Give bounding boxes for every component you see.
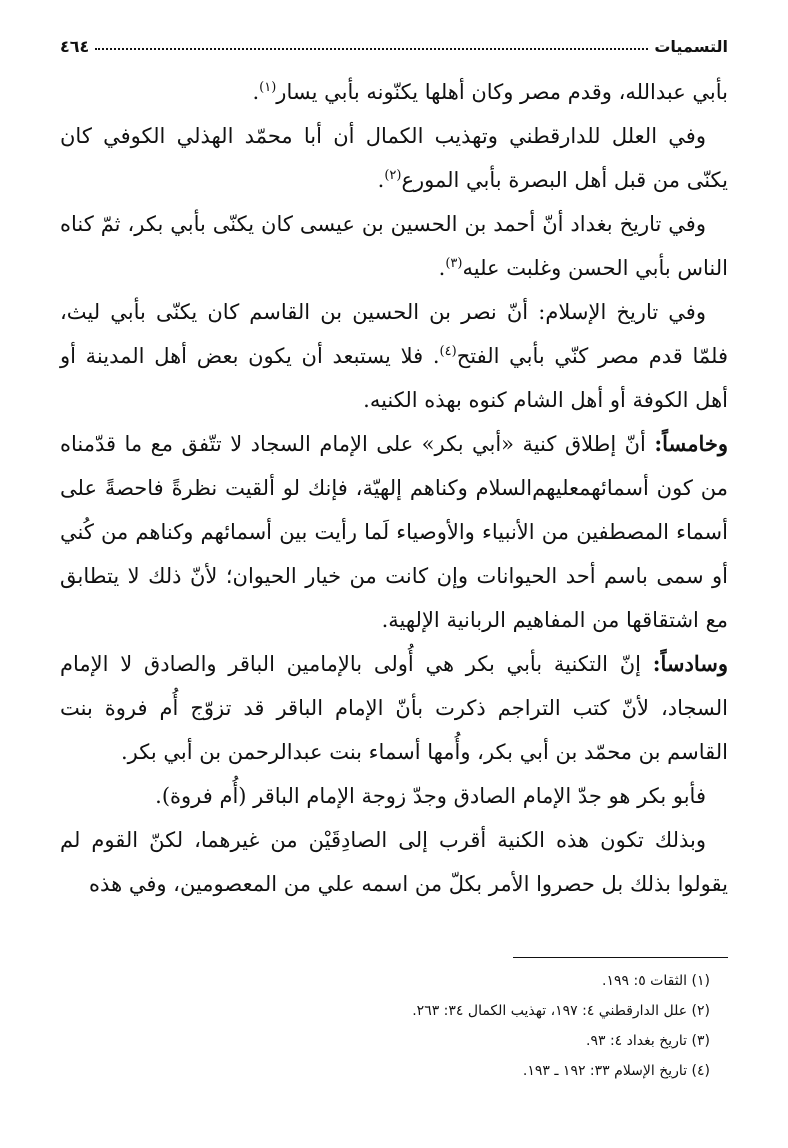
paragraph-text: بأبي عبدالله، وقدم مصر وكان أهلها يكنّونه بأبي يسار <box>276 80 728 104</box>
paragraph-text: وفي تاريخ بغداد أنّ أحمد بن الحسين بن عيسى كان يكنّى بأبي بكر، ثمّ كناه الناس بأبي الحسن وغلبت عليه <box>60 212 728 280</box>
paragraph-lead: وسادساً: <box>652 651 728 676</box>
header-leader-dots <box>95 48 648 50</box>
paragraph-text: أنّ إطلاق كنية «أبي بكر» على الإمام السجاد لا تتّفق مع ما قدّمناه من كون أسمائهمعليهم‌السلام وكناهم إلهيّة، فإنك لو ألقيت نظرةً فاحصةً على أسماء المصطفين من الأنبياء والأوصياء لَما رأيت بين أسمائهم وكناهم من كُني أو سمى باسم أحد الحيوانات وإن كانت من خيار الحيوان؛ لأنّ ذلك لا يتطابق مع اشتقاقها من المفاهيم الربانية الإلهية. <box>60 432 728 632</box>
footnote-ref-3[interactable]: (٣) <box>445 256 463 271</box>
paragraph-4 <box>60 290 728 422</box>
paragraph-2 <box>60 114 728 202</box>
page-number: ٤٦٤ <box>60 37 90 56</box>
paragraph-text: وبذلك تكون هذه الكنية أقرب إلى الصادِقَيْن من غيرهما، لكنّ القوم لم يقولوا بذلك بل حصروا الأمر بكلّ من اسمه علي من المعصومين، وفي هذه <box>60 828 728 896</box>
footnote-4: (٤) تاريخ الإسلام ٣٣: ١٩٢ ـ ١٩٣. <box>522 1063 710 1079</box>
paragraph-lead: وخامساً: <box>654 431 728 456</box>
paragraph-text: وفي تاريخ الإسلام: أنّ نصر بن الحسين بن القاسم كان يكنّى بأبي ليث، فلمّا قدم مصر كنّي بأبي الفتح <box>60 300 728 368</box>
footnote-ref-4[interactable]: (٤) <box>439 344 457 359</box>
footnote-2: (٢) علل الدارقطني ٤: ١٩٧، تهذيب الكمال ٣٤: ٢٦٣. <box>412 1003 710 1019</box>
main-text <box>60 70 728 906</box>
paragraph-text: وفي العلل للدارقطني وتهذيب الكمال أن أبا محمّد الهذلي الكوفي كان يكنّى من قبل أهل البصرة بأبي المورع <box>60 124 728 192</box>
paragraph-7 <box>60 774 728 818</box>
paragraph-3 <box>60 202 728 290</box>
footnote-divider <box>513 957 728 958</box>
paragraph-tail: . فلا يستبعد أن يكون بعض أهل المدينة أو أهل الكوفة أو أهل الشام كنوه بهذه الكنيه. <box>60 344 728 412</box>
footnote-ref-1[interactable]: (١) <box>259 80 277 95</box>
paragraph-6 <box>60 642 728 774</box>
running-header <box>60 30 728 56</box>
paragraph-text: إنّ التكنية بأبي بكر هي أُولى بالإمامين الباقر والصادق لا الإمام السجاد، لأنّ كتب التراجم ذكرت بأنّ الإمام الباقر قد تزوّج أُم فروة بنت القاسم بن محمّد بن أبي بكر، وأُمها أسماء بنت عبدالرحمن بن أبي بكر. <box>60 652 728 764</box>
footnotes <box>60 966 728 1086</box>
paragraph-tail: . <box>377 168 385 192</box>
paragraph-text: فأبو بكر هو جدّ الإمام الصادق وجدّ زوجة الإمام الباقر (أُم فروة). <box>155 784 706 808</box>
chapter-title: التسميات <box>654 37 728 56</box>
footnote-1: (١) الثقات ٥: ١٩٩. <box>602 973 710 989</box>
footnote-3: (٣) تاريخ بغداد ٤: ٩٣. <box>586 1033 710 1049</box>
footnote-ref-2[interactable]: (٢) <box>384 168 402 183</box>
paragraph-1 <box>60 70 728 114</box>
paragraph-tail: . <box>252 80 260 104</box>
paragraph-8 <box>60 818 728 906</box>
paragraph-tail: . <box>438 256 446 280</box>
paragraph-5 <box>60 422 728 642</box>
